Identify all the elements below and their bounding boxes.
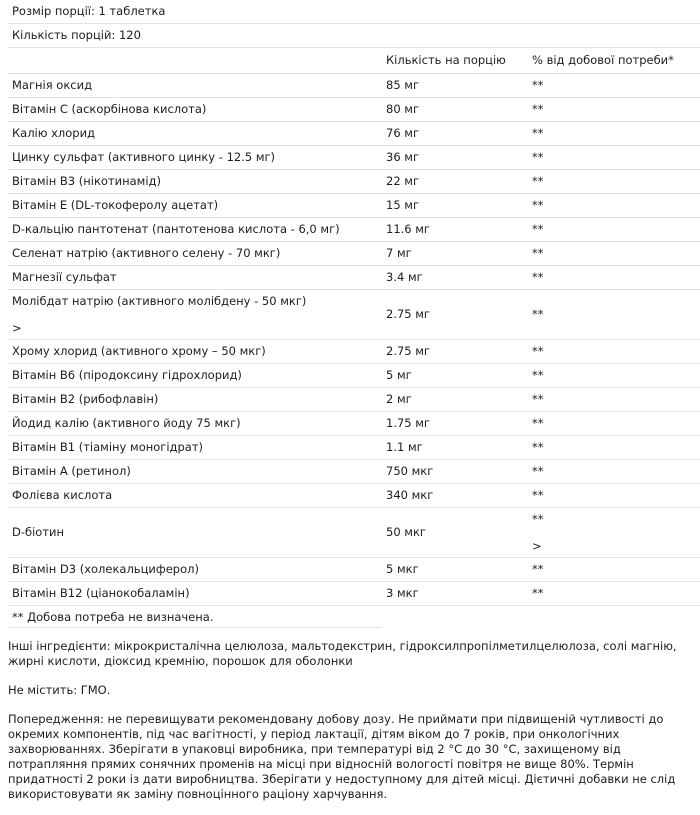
ingredient-name: Вітамін В3 (нікотинамід) bbox=[12, 174, 161, 188]
ingredient-dv: ** bbox=[532, 102, 544, 116]
header-col-dv: % від добової потреби* bbox=[532, 53, 674, 67]
ingredient-dv: ** bbox=[532, 126, 544, 140]
ingredient-amount: 22 мг bbox=[386, 174, 420, 188]
ingredient-amount: 1.1 мг bbox=[386, 440, 423, 454]
ingredient-name: Вітамін В6 (піродоксину гідрохлорид) bbox=[12, 368, 242, 382]
table-row bbox=[8, 74, 700, 98]
ingredient-dv: ** bbox=[532, 270, 544, 284]
ingredient-name: Селенат натрію (активного селену - 70 мкг) bbox=[12, 246, 281, 260]
ingredient-amount: 5 мкг bbox=[386, 562, 419, 576]
ingredient-amount: 5 мг bbox=[386, 368, 412, 382]
ingredient-name: Калію хлорид bbox=[12, 126, 96, 140]
ingredient-amount: 15 мг bbox=[386, 198, 420, 212]
ingredient-name: Вітамін С (аскорбінова кислота) bbox=[12, 102, 207, 116]
ingredient-amount: 76 мг bbox=[386, 126, 420, 140]
ingredient-amount: 7 мг bbox=[386, 246, 412, 260]
ingredient-name: Цинку сульфат (активного цинку - 12.5 мг) bbox=[12, 150, 276, 164]
warning-text: Попередження: не перевищувати рекомендовану добову дозу. Не приймати при підвищеній чутливості до окремих компонентів, під час вагітності, у період лактації, дітям віком до 7 років, при онкологічних захворюваннях. Зберігати в упаковці виробника, при температурі від 2 °С до 30 °С, захищеному від потрапляння прямих сонячних променів на місці при відносній вологості повітря не вище 80%. Термін придатності 2 роки із дати виробництва. Зберігати у недоступному для дітей місці. Дієтичні добавки не слід використовувати як заміну повноцінного раціону харчування. bbox=[8, 712, 676, 801]
ingredient-name: Хрому хлорид (активного хрому – 50 мкг) bbox=[12, 344, 266, 358]
ingredient-dv: ** bbox=[532, 198, 544, 212]
ingredient-dv: ** bbox=[532, 78, 544, 92]
footnote-text: ** Добова потреба не визначена. bbox=[12, 609, 214, 624]
ingredient-dv-extra: > bbox=[532, 538, 542, 553]
ingredient-name: Магнія оксид bbox=[12, 78, 93, 92]
ingredient-name: D-біотин bbox=[12, 525, 65, 539]
ingredient-amount: 11.6 мг bbox=[386, 222, 430, 236]
ingredient-name: Вітамін В2 (рибофлавін) bbox=[12, 392, 159, 406]
table-row bbox=[8, 194, 700, 218]
ingredient-dv: ** bbox=[532, 562, 544, 576]
table-row bbox=[8, 122, 700, 146]
ingredient-dv: ** bbox=[532, 586, 544, 600]
table-body bbox=[8, 74, 700, 606]
ingredient-name: Магнезії сульфат bbox=[12, 270, 117, 284]
serving-size-row bbox=[8, 0, 700, 24]
ingredient-name: Вітамін А (ретинол) bbox=[12, 464, 131, 478]
ingredient-name: Вітамін В1 (тіаміну моногідрат) bbox=[12, 440, 204, 454]
table-row bbox=[8, 582, 700, 606]
table-row bbox=[8, 558, 700, 582]
table-row bbox=[8, 98, 700, 122]
ingredient-dv: ** bbox=[532, 307, 544, 321]
ingredient-amount: 340 мкг bbox=[386, 488, 434, 502]
table-row bbox=[8, 364, 700, 388]
ingredient-name: Вітамін В12 (ціанокобаламін) bbox=[12, 586, 190, 600]
ingredient-dv: ** bbox=[532, 440, 544, 454]
ingredient-amount: 1.75 мг bbox=[386, 416, 430, 430]
ingredient-dv: ** bbox=[532, 392, 544, 406]
ingredient-dv: ** bbox=[532, 246, 544, 260]
table-row bbox=[8, 388, 700, 412]
table-row bbox=[8, 266, 700, 290]
table-row bbox=[8, 412, 700, 436]
ingredient-dv: ** bbox=[532, 344, 544, 358]
supplement-facts-table bbox=[8, 0, 700, 606]
header-col-amount: Кількість на порцію bbox=[386, 53, 506, 67]
table-row bbox=[8, 218, 700, 242]
table-row bbox=[8, 340, 700, 364]
table-header bbox=[8, 48, 700, 74]
servings-count-row bbox=[8, 24, 700, 48]
ingredient-dv: ** bbox=[532, 150, 544, 164]
table-row bbox=[8, 508, 700, 558]
table-row bbox=[8, 242, 700, 266]
table-row bbox=[8, 170, 700, 194]
ingredient-amount: 50 мкг bbox=[386, 525, 426, 539]
ingredient-amount: 3.4 мг bbox=[386, 270, 423, 284]
ingredient-dv: ** bbox=[532, 511, 544, 526]
other-ingredients: Інші інгредієнти: мікрокристалічна целюлоза, мальтодекстрин, гідроксилпропілметилцелюлоза, солі магнію, жирні кислоти, діоксид кремнію, порошок для оболонки bbox=[8, 639, 677, 668]
ingredient-amount: 2 мг bbox=[386, 392, 412, 406]
table-row bbox=[8, 436, 700, 460]
ingredient-amount: 80 мг bbox=[386, 102, 420, 116]
ingredient-name: Вітамін Е (DL-токоферолу ацетат) bbox=[12, 198, 219, 212]
ingredient-name: Молібдат натрію (активного молібдену - 50 мкг) bbox=[12, 293, 307, 308]
ingredient-name: Вітамін D3 (холекальциферол) bbox=[12, 562, 199, 576]
servings-count: Кількість порцій: 120 bbox=[12, 28, 141, 42]
table-row bbox=[8, 290, 700, 340]
gmo-free: Не містить: ГМО. bbox=[8, 683, 111, 697]
ingredient-amount: 750 мкг bbox=[386, 464, 434, 478]
ingredient-amount: 3 мкг bbox=[386, 586, 419, 600]
ingredient-dv: ** bbox=[532, 464, 544, 478]
ingredient-dv: ** bbox=[532, 368, 544, 382]
ingredient-amount: 2.75 мг bbox=[386, 307, 430, 321]
ingredient-dv: ** bbox=[532, 222, 544, 236]
serving-size: Розмір порції: 1 таблетка bbox=[12, 4, 166, 18]
table-row bbox=[8, 146, 700, 170]
ingredient-name: Фолієва кислота bbox=[12, 488, 113, 502]
table-row bbox=[8, 484, 700, 508]
ingredient-dv: ** bbox=[532, 174, 544, 188]
ingredient-dv: ** bbox=[532, 416, 544, 430]
ingredient-name: Йодид калію (активного йоду 75 мкг) bbox=[12, 416, 241, 430]
ingredient-amount: 36 мг bbox=[386, 150, 420, 164]
ingredient-name: D-кальцію пантотенат (пантотенова кислота - 6,0 мг) bbox=[12, 222, 340, 236]
footnote bbox=[8, 606, 382, 628]
table-row bbox=[8, 460, 700, 484]
ingredient-dv: ** bbox=[532, 488, 544, 502]
ingredient-amount: 85 мг bbox=[386, 78, 420, 92]
ingredient-amount: 2.75 мг bbox=[386, 344, 430, 358]
ingredient-name-extra: > bbox=[12, 320, 22, 335]
